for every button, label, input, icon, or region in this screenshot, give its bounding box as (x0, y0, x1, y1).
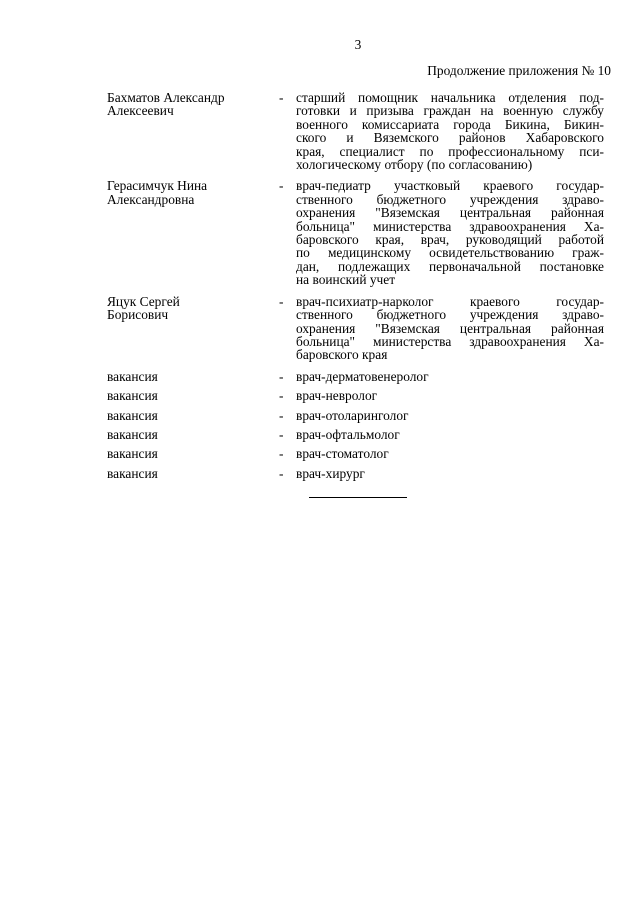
dash-separator: - (279, 368, 284, 384)
dash-separator: - (279, 178, 284, 194)
position-line: баровского края (296, 347, 388, 363)
position-line: врач-отоларинголог (296, 407, 409, 423)
dash-separator: - (279, 426, 284, 442)
list-item (107, 428, 604, 441)
list-item (107, 409, 604, 422)
position-line: врач-психиатр-нарколог краевого государ- (296, 293, 604, 309)
position-description (296, 467, 604, 480)
dash-separator: - (279, 293, 284, 309)
position-description (296, 295, 604, 362)
list-item (107, 295, 604, 362)
person-name: вакансия (107, 426, 158, 442)
page-number: 3 (354, 37, 362, 52)
position-description (296, 389, 604, 402)
position-line: ственного бюджетного учреждения здраво- (296, 191, 604, 207)
position-description (296, 179, 604, 286)
list-item (107, 179, 604, 286)
person-name: вакансия (107, 446, 158, 462)
dash-separator: - (279, 446, 284, 462)
position-line: больница" министерства здравоохранения Ха- (296, 333, 604, 349)
position-line: военного комиссариата города Бикина, Бикин- (296, 116, 604, 132)
position-line: врач-дерматовенеролог (296, 368, 429, 384)
position-description (296, 447, 604, 460)
dash-separator: - (279, 90, 284, 105)
member-list (107, 91, 604, 486)
position-line: врач-офтальмолог (296, 426, 400, 442)
position-line: готовки и призыва граждан на военную службу (296, 103, 604, 119)
person-name: Герасимчук Нина Александровна (107, 178, 208, 207)
end-rule (309, 497, 407, 498)
list-item (107, 370, 604, 383)
list-item (107, 389, 604, 402)
dash-separator: - (279, 465, 284, 481)
position-line: больница" министерства здравоохранения Ха- (296, 218, 604, 234)
position-line: на воинский учет (296, 272, 396, 288)
position-description (296, 409, 604, 422)
continuation-label: Продолжение приложения № 10 (427, 63, 611, 78)
position-line: врач-педиатр участковый краевого государ- (296, 178, 604, 194)
position-line: охранения "Вяземская центральная районная (296, 205, 604, 221)
person-name: вакансия (107, 407, 158, 423)
position-line: баровского края, врач, руководящий работой (296, 232, 604, 248)
position-line: ского и Вяземского районов Хабаровского (296, 130, 604, 146)
person-name: вакансия (107, 465, 158, 481)
person-name: вакансия (107, 388, 158, 404)
position-line: охранения "Вяземская центральная районная (296, 320, 604, 336)
person-name: вакансия (107, 368, 158, 384)
list-item (107, 447, 604, 460)
position-description (296, 428, 604, 441)
list-item (107, 467, 604, 480)
position-line: края, специалист по профессиональному пси- (296, 143, 604, 159)
person-name: Бахматов Александр Алексеевич (107, 90, 225, 119)
position-description (296, 91, 604, 171)
position-line: хологическому отбору (по согласованию) (296, 157, 533, 173)
position-line: врач-хирург (296, 465, 365, 481)
position-line: ственного бюджетного учреждения здраво- (296, 307, 604, 323)
position-line: по медицинскому освидетельствованию граж- (296, 245, 604, 261)
person-name: Яцук Сергей Борисович (107, 293, 180, 323)
position-line: старший помощник начальника отделения под- (296, 90, 604, 105)
position-line: врач-стоматолог (296, 446, 389, 462)
dash-separator: - (279, 388, 284, 404)
position-line: врач-невролог (296, 388, 378, 404)
position-description (296, 370, 604, 383)
list-item (107, 91, 604, 171)
position-line: дан, подлежащих первоначальной постановке (296, 258, 604, 274)
dash-separator: - (279, 407, 284, 423)
